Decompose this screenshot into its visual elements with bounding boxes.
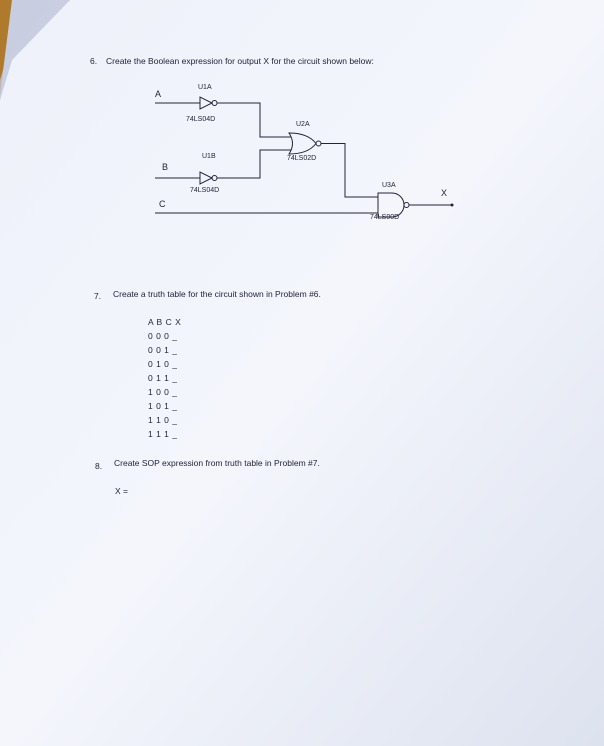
- truth-table-row: 0 0 0 _: [148, 331, 178, 341]
- u1a-part-label: 74LS04D: [186, 116, 216, 123]
- problem-7-number: 7.: [94, 291, 102, 301]
- inverter-u1a: [200, 97, 217, 109]
- truth-table-row: 1 1 0 _: [148, 415, 178, 425]
- u2a-part-label: 74LS02D: [287, 155, 317, 162]
- wire-u1a-out: [217, 103, 291, 137]
- problem-6-number: 6.: [90, 56, 98, 66]
- wire-u1b-out: [217, 150, 291, 178]
- truth-table-row: 1 1 1 _: [148, 429, 178, 439]
- inverter-u1b: [200, 172, 217, 184]
- truth-table-row: 0 1 0 _: [148, 359, 178, 369]
- u3a-part-label: 74LS00D: [370, 214, 400, 221]
- problem-8-text: Create SOP expression from truth table in Problem #7.: [114, 458, 320, 468]
- truth-table-row: 1 0 1 _: [148, 401, 178, 411]
- input-a-label: A: [155, 89, 162, 99]
- output-node-dot: [451, 204, 454, 207]
- u3a-ref-label: U3A: [382, 182, 396, 189]
- truth-table-header: A B C X: [148, 317, 182, 327]
- problem-8-number: 8.: [95, 461, 103, 471]
- wire-u2a-out: [321, 144, 378, 198]
- truth-table-row: 1 0 0 _: [148, 387, 178, 397]
- problem-7-text: Create a truth table for the circuit shown in Problem #6.: [113, 289, 321, 299]
- truth-table-row: 0 0 1 _: [148, 345, 178, 355]
- u1b-part-label: 74LS04D: [190, 187, 220, 194]
- input-b-label: B: [162, 162, 169, 172]
- problem-6-text: Create the Boolean expression for output X for the circuit shown below:: [106, 56, 374, 66]
- problem-8-answer-label: X =: [115, 486, 128, 496]
- u2a-ref-label: U2A: [296, 121, 310, 128]
- output-x-label: X: [441, 188, 448, 198]
- input-c-label: C: [159, 199, 166, 209]
- nor-gate-u2a: [289, 133, 321, 154]
- u1a-ref-label: U1A: [198, 84, 212, 91]
- u1b-ref-label: U1B: [202, 153, 216, 160]
- truth-table-row: 0 1 1 _: [148, 373, 178, 383]
